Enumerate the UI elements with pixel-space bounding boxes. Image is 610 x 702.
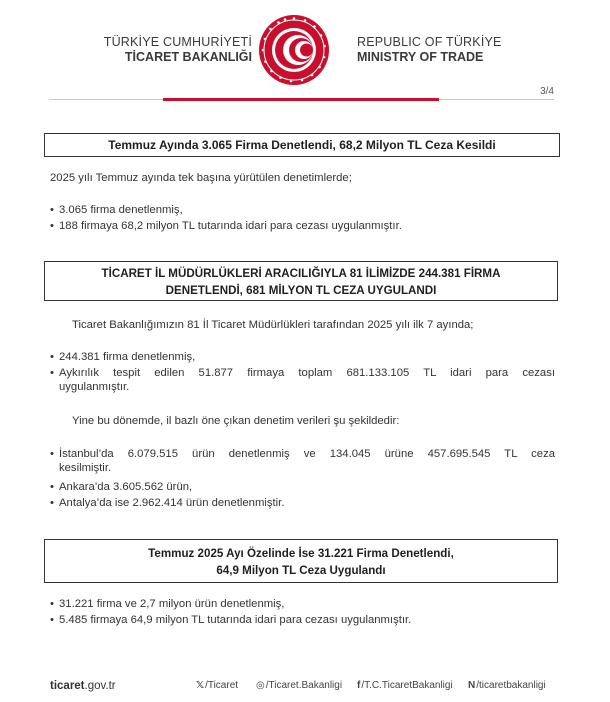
section2-bullet-text-line2: uygulanmıştır. xyxy=(59,381,130,393)
section2-title-line2: DENETLENDİ, 681 MİLYON TL CEZA UYGULANDI xyxy=(165,284,437,297)
website-bold: ticaret xyxy=(50,680,85,692)
social-instagram-handle: /Ticaret.Bakanligi xyxy=(265,680,343,691)
facebook-icon: f xyxy=(357,680,361,691)
header-left-line2: TİCARET BAKANLIĞI xyxy=(124,50,252,64)
section3-bullet-text: 31.221 firma ve 2,7 milyon ürün denetlenmiş, xyxy=(59,598,285,610)
section1-bullet-text: 3.065 firma denetlenmiş, xyxy=(59,204,183,216)
social-nsosyal[interactable] xyxy=(468,680,546,691)
section2-title-line1: TİCARET İL MÜDÜRLÜKLERİ ARACILIĞIYLA 81 İLİMİZDE 244.381 FİRMA xyxy=(101,267,501,280)
bullet-dot: • xyxy=(50,448,54,460)
header-right-line2: MINISTRY OF TRADE xyxy=(357,50,484,64)
section2-bullet-text-line2: kesilmiştir. xyxy=(59,462,112,474)
section3-title-line1: Temmuz 2025 Ayı Özelinde İse 31.221 Firma Denetlendi, xyxy=(148,547,454,560)
ministry-seal-logo xyxy=(258,14,330,86)
bullet-dot: • xyxy=(50,367,54,379)
section2-bullet-text-line1: İstanbul’da 6.079.515 ürün denetlenmiş ve 134.045 ürüne 457.695.545 TL ceza xyxy=(59,448,555,460)
nsosyal-icon: N xyxy=(468,680,476,691)
section1-title-box xyxy=(44,133,560,157)
social-nsosyal-handle: /ticaretbakanligi xyxy=(476,680,546,691)
page-number: 3/4 xyxy=(540,86,554,97)
social-facebook[interactable] xyxy=(357,680,453,691)
website-domain: .gov.tr xyxy=(84,680,116,692)
section2-bullet-text-line1: Aykırılık tespit edilen 51.877 firmaya toplam 681.133.105 TL idari para cezası xyxy=(59,367,555,379)
section2-mid-text: Yine bu dönemde, il bazlı öne çıkan denetim verileri şu şekildedir: xyxy=(72,415,400,427)
section2-title-box xyxy=(44,261,558,301)
bullet-dot: • xyxy=(50,614,54,626)
section1-intro: 2025 yılı Temmuz ayında tek başına yürütülen denetimlerde; xyxy=(50,172,352,184)
bullet-dot: • xyxy=(50,481,54,493)
x-icon: 𝕏 xyxy=(196,680,205,691)
social-facebook-handle: /T.C.TicaretBakanligi xyxy=(361,680,453,691)
header-left-line1: TÜRKİYE CUMHURİYETİ xyxy=(103,35,252,49)
section2-bullet-text: 244.381 firma denetlenmiş, xyxy=(59,351,196,363)
header-left xyxy=(76,35,252,65)
bullet-dot: • xyxy=(50,204,54,216)
section2-bullet-text: Ankara’da 3.605.562 ürün, xyxy=(59,481,193,493)
section1-bullet-text: 188 firmaya 68,2 milyon TL tutarında idari para cezası uygulanmıştır. xyxy=(59,220,402,232)
bullet-dot: • xyxy=(50,220,54,232)
header-right xyxy=(357,35,537,65)
section2-intro: Ticaret Bakanlığımızın 81 İl Ticaret Müdürlükleri tarafından 2025 yılı ilk 7 ayında; xyxy=(72,319,474,331)
header-accent-bar xyxy=(163,98,439,101)
bullet-dot: • xyxy=(50,598,54,610)
bullet-dot: • xyxy=(50,351,54,363)
section2-bullet-text: Antalya’da ise 2.962.414 ürün denetlenmiştir. xyxy=(59,497,285,509)
section3-title-line2: 64,9 Milyon TL Ceza Uygulandı xyxy=(216,564,386,577)
header-right-line1: REPUBLIC OF TÜRKİYE xyxy=(357,35,502,49)
section3-bullet-text: 5.485 firmaya 64,9 milyon TL tutarında idari para cezası uygulanmıştır. xyxy=(59,614,412,626)
social-x-handle: /Ticaret xyxy=(205,680,239,691)
instagram-icon: ◎ xyxy=(256,680,265,691)
social-x[interactable] xyxy=(196,680,238,691)
social-instagram[interactable] xyxy=(256,680,342,691)
section3-title-box xyxy=(44,539,558,583)
bullet-dot: • xyxy=(50,497,54,509)
section1-title: Temmuz Ayında 3.065 Firma Denetlendi, 68,2 Milyon TL Ceza Kesildi xyxy=(108,138,496,152)
website-link[interactable] xyxy=(50,680,116,692)
